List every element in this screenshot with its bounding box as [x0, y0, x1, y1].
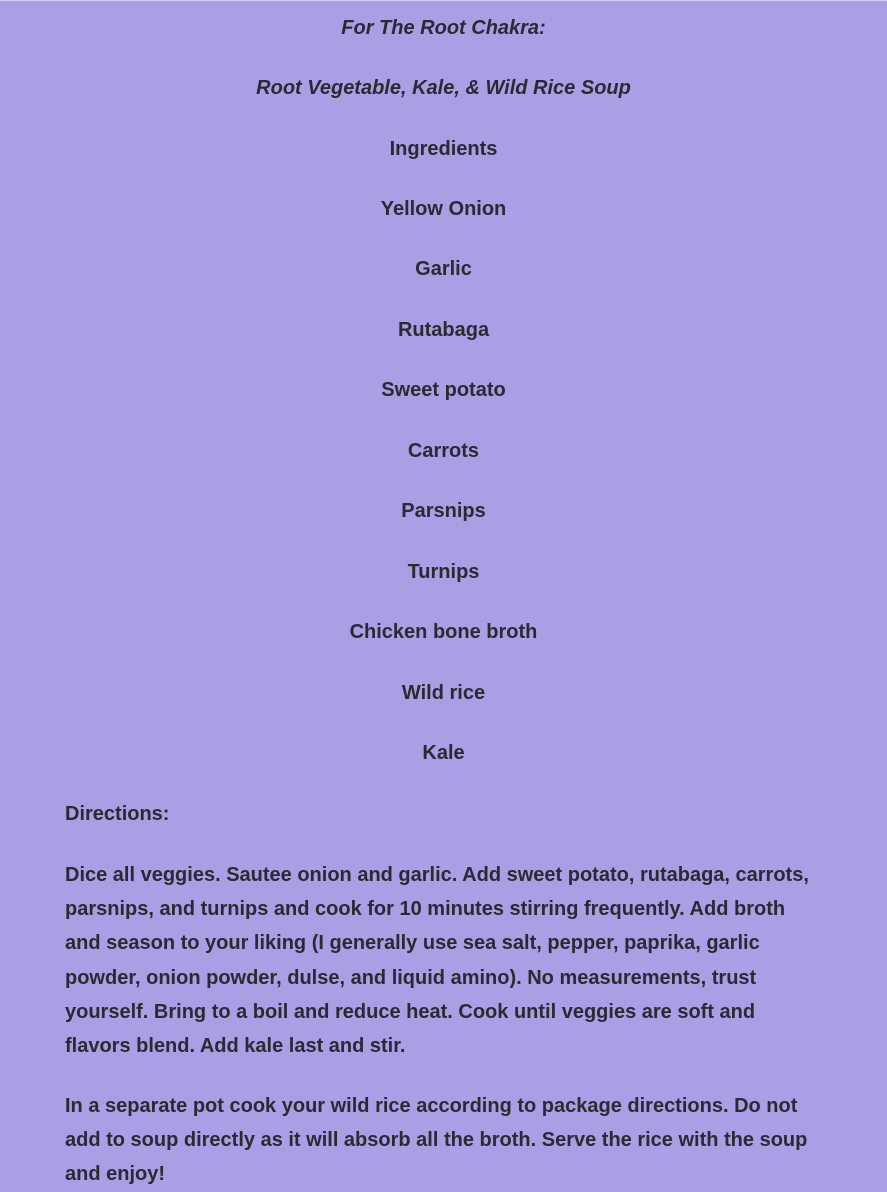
- directions-paragraph: In a separate pot cook your wild rice according to package directions. Do not add to soup directly as it will absorb all the broth. Serve the rice with the soup and enjoy!: [65, 1095, 808, 1186]
- directions-heading: Directions:: [65, 803, 170, 825]
- ingredient-item: Chicken bone broth: [349, 621, 538, 643]
- ingredient-item: Parsnips: [401, 500, 486, 522]
- ingredient-item: Sweet potato: [381, 379, 506, 401]
- ingredient-item: Carrots: [407, 440, 480, 462]
- ingredient-item: Rutabaga: [397, 319, 490, 341]
- directions-paragraph: Dice all veggies. Sautee onion and garlic. Add sweet potato, rutabaga, carrots, parsnips, and turnips and cook for 10 minutes stirring frequently. Add broth and season to your liking (I generally use sea salt, pepper, paprika, garlic powder, onion powder, dulse, and liquid amino). No measurements, trust yourself. Bring to a boil and reduce heat. Cook until veggies are soft and flavors blend. Add kale last and stir.: [65, 864, 809, 1058]
- recipe-title: Root Vegetable, Kale, & Wild Rice Soup: [256, 77, 631, 99]
- page-title: For The Root Chakra:: [341, 17, 546, 39]
- ingredient-item: Yellow Onion: [380, 198, 507, 220]
- ingredient-item: Kale: [422, 742, 465, 764]
- ingredient-item: Garlic: [415, 258, 472, 280]
- ingredient-item: Wild rice: [401, 682, 486, 704]
- ingredients-heading: Ingredients: [389, 138, 498, 160]
- ingredient-item: Turnips: [407, 561, 480, 583]
